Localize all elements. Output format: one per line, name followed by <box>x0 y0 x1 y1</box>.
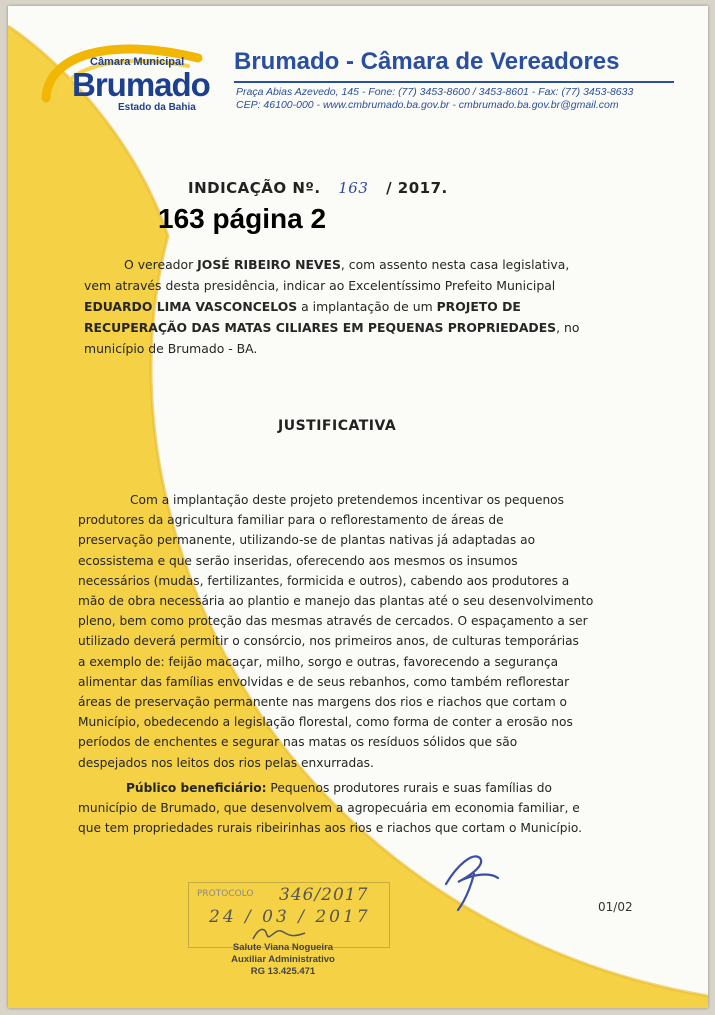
address-line-1: Praça Abias Azevedo, 145 - Fone: (77) 3453-8600 / 3453-8601 - Fax: (77) 3453-8633 <box>236 86 634 98</box>
publico-label: Público beneficiário: <box>126 781 267 795</box>
header-divider <box>234 81 674 83</box>
stamp-label: PROTOCOLO <box>197 889 254 899</box>
justificativa-line: alimentar das famílias envolvidas e de seus rebanhos, como também reflorestar <box>78 674 570 689</box>
intro-paragraph <box>84 254 644 359</box>
justificativa-heading: JUSTIFICATIVA <box>278 418 397 434</box>
page-counter: 01/02 <box>598 900 633 914</box>
logo-top-text: Câmara Municipal <box>90 56 185 68</box>
intro-bold-text: RECUPERAÇÃO DAS MATAS CILIARES EM PEQUENAS PROPRIEDADES <box>84 320 557 335</box>
justificativa-line: despejados nos leitos dos rios pelas enxurradas. <box>78 755 374 770</box>
intro-line <box>84 275 644 296</box>
stamp-date: 24 / 03 / 2017 <box>209 907 371 927</box>
indicacao-prefix: INDICAÇÃO Nº. <box>188 179 321 197</box>
protocol-stamp <box>188 882 390 948</box>
publico-line: município de Brumado, que desenvolvem a agropecuária em economia familiar, e <box>78 801 580 816</box>
intro-line <box>84 317 644 338</box>
indicacao-heading <box>188 179 448 197</box>
justificativa-line: Município, obedecendo a legislação florestal, como forma de conter a erosão nos <box>78 715 573 730</box>
justificativa-line: Com a implantação deste projeto pretendemos incentivar os pequenos <box>130 493 564 507</box>
intro-text: vem através desta presidência, indicar ao Excelentíssimo Prefeito Municipal <box>84 278 556 293</box>
intro-bold-text: PROJETO DE <box>436 299 521 314</box>
intro-line <box>84 338 644 359</box>
intro-text: a implantação de um <box>297 299 437 314</box>
handwritten-signature <box>428 844 518 914</box>
justificativa-line: mão de obra necessária ao plantio e manejo das plantas até o seu desenvolvimento <box>78 594 594 609</box>
intro-text: O vereador <box>124 257 198 272</box>
publico-first-line-text: Pequenos produtores rurais e suas famílias do <box>266 781 552 795</box>
intro-text: , com assento nesta casa legislativa, <box>340 257 570 272</box>
justificativa-line: necessários (mudas, fertilizantes, formicida e outros), cabendo aos produtores a <box>78 573 570 588</box>
justificativa-line: ecossistema e que serão inseridas, oferecendo aos mesmos os insumos <box>78 553 518 568</box>
intro-line <box>84 296 644 317</box>
justificativa-line: utilizado deverá permitir o consórcio, nos primeiros anos, de culturas temporárias <box>78 634 579 649</box>
clerk-rg: RG 13.425.471 <box>250 966 316 977</box>
organization-title: Brumado - Câmara de Vereadores <box>234 48 620 75</box>
clerk-name: Salute Viana Nogueira <box>232 942 334 953</box>
justificativa-paragraph <box>78 490 643 773</box>
justificativa-line: pleno, bem como proteção das mesmas através de cercados. O espaçamento a ser <box>78 614 588 629</box>
chamber-logo <box>38 36 208 116</box>
clerk-stamp <box>208 942 358 978</box>
logo-sub-text: Estado da Bahia <box>118 102 196 113</box>
intro-bold-text: EDUARDO LIMA VASCONCELOS <box>84 299 298 314</box>
document-page <box>8 6 708 1008</box>
justificativa-line: produtores da agricultura familiar para o reflorestamento de áreas de <box>78 513 504 528</box>
justificativa-line: preservação permanente, utilizando-se de plantas nativas já adaptadas ao <box>78 533 536 548</box>
page-annotation: 163 página 2 <box>158 203 327 234</box>
publico-first-line <box>78 778 643 798</box>
justificativa-line: áreas de preservação permanente nas margens dos rios e riachos que cortam o <box>78 695 568 710</box>
clerk-role: Auxiliar Administrativo <box>231 954 335 965</box>
stamp-number: 346/2017 <box>279 885 369 905</box>
logo-main-text: Brumado <box>72 66 210 103</box>
intro-text: município de Brumado - BA. <box>84 341 258 356</box>
indicacao-suffix: / 2017. <box>386 179 448 197</box>
intro-line <box>84 254 644 275</box>
justificativa-line: a exemplo de: feijão macaçar, milho, sorgo e outras, favorecendo a segurança <box>78 654 559 669</box>
intro-text: , no <box>556 320 580 335</box>
publico-line: que tem propriedades rurais ribeirinhas aos rios e riachos que cortam o Município. <box>78 821 583 836</box>
intro-bold-text: JOSÉ RIBEIRO NEVES <box>197 257 341 272</box>
address-line-2: CEP: 46100-000 - www.cmbrumado.ba.gov.br - cmbrumado.ba.gov.br@gmail.com <box>236 99 619 111</box>
publico-paragraph <box>78 778 643 839</box>
indicacao-number: 163 <box>338 179 369 197</box>
justificativa-line: períodos de enchentes e segurar nas matas os resíduos sólidos que são <box>78 735 518 750</box>
